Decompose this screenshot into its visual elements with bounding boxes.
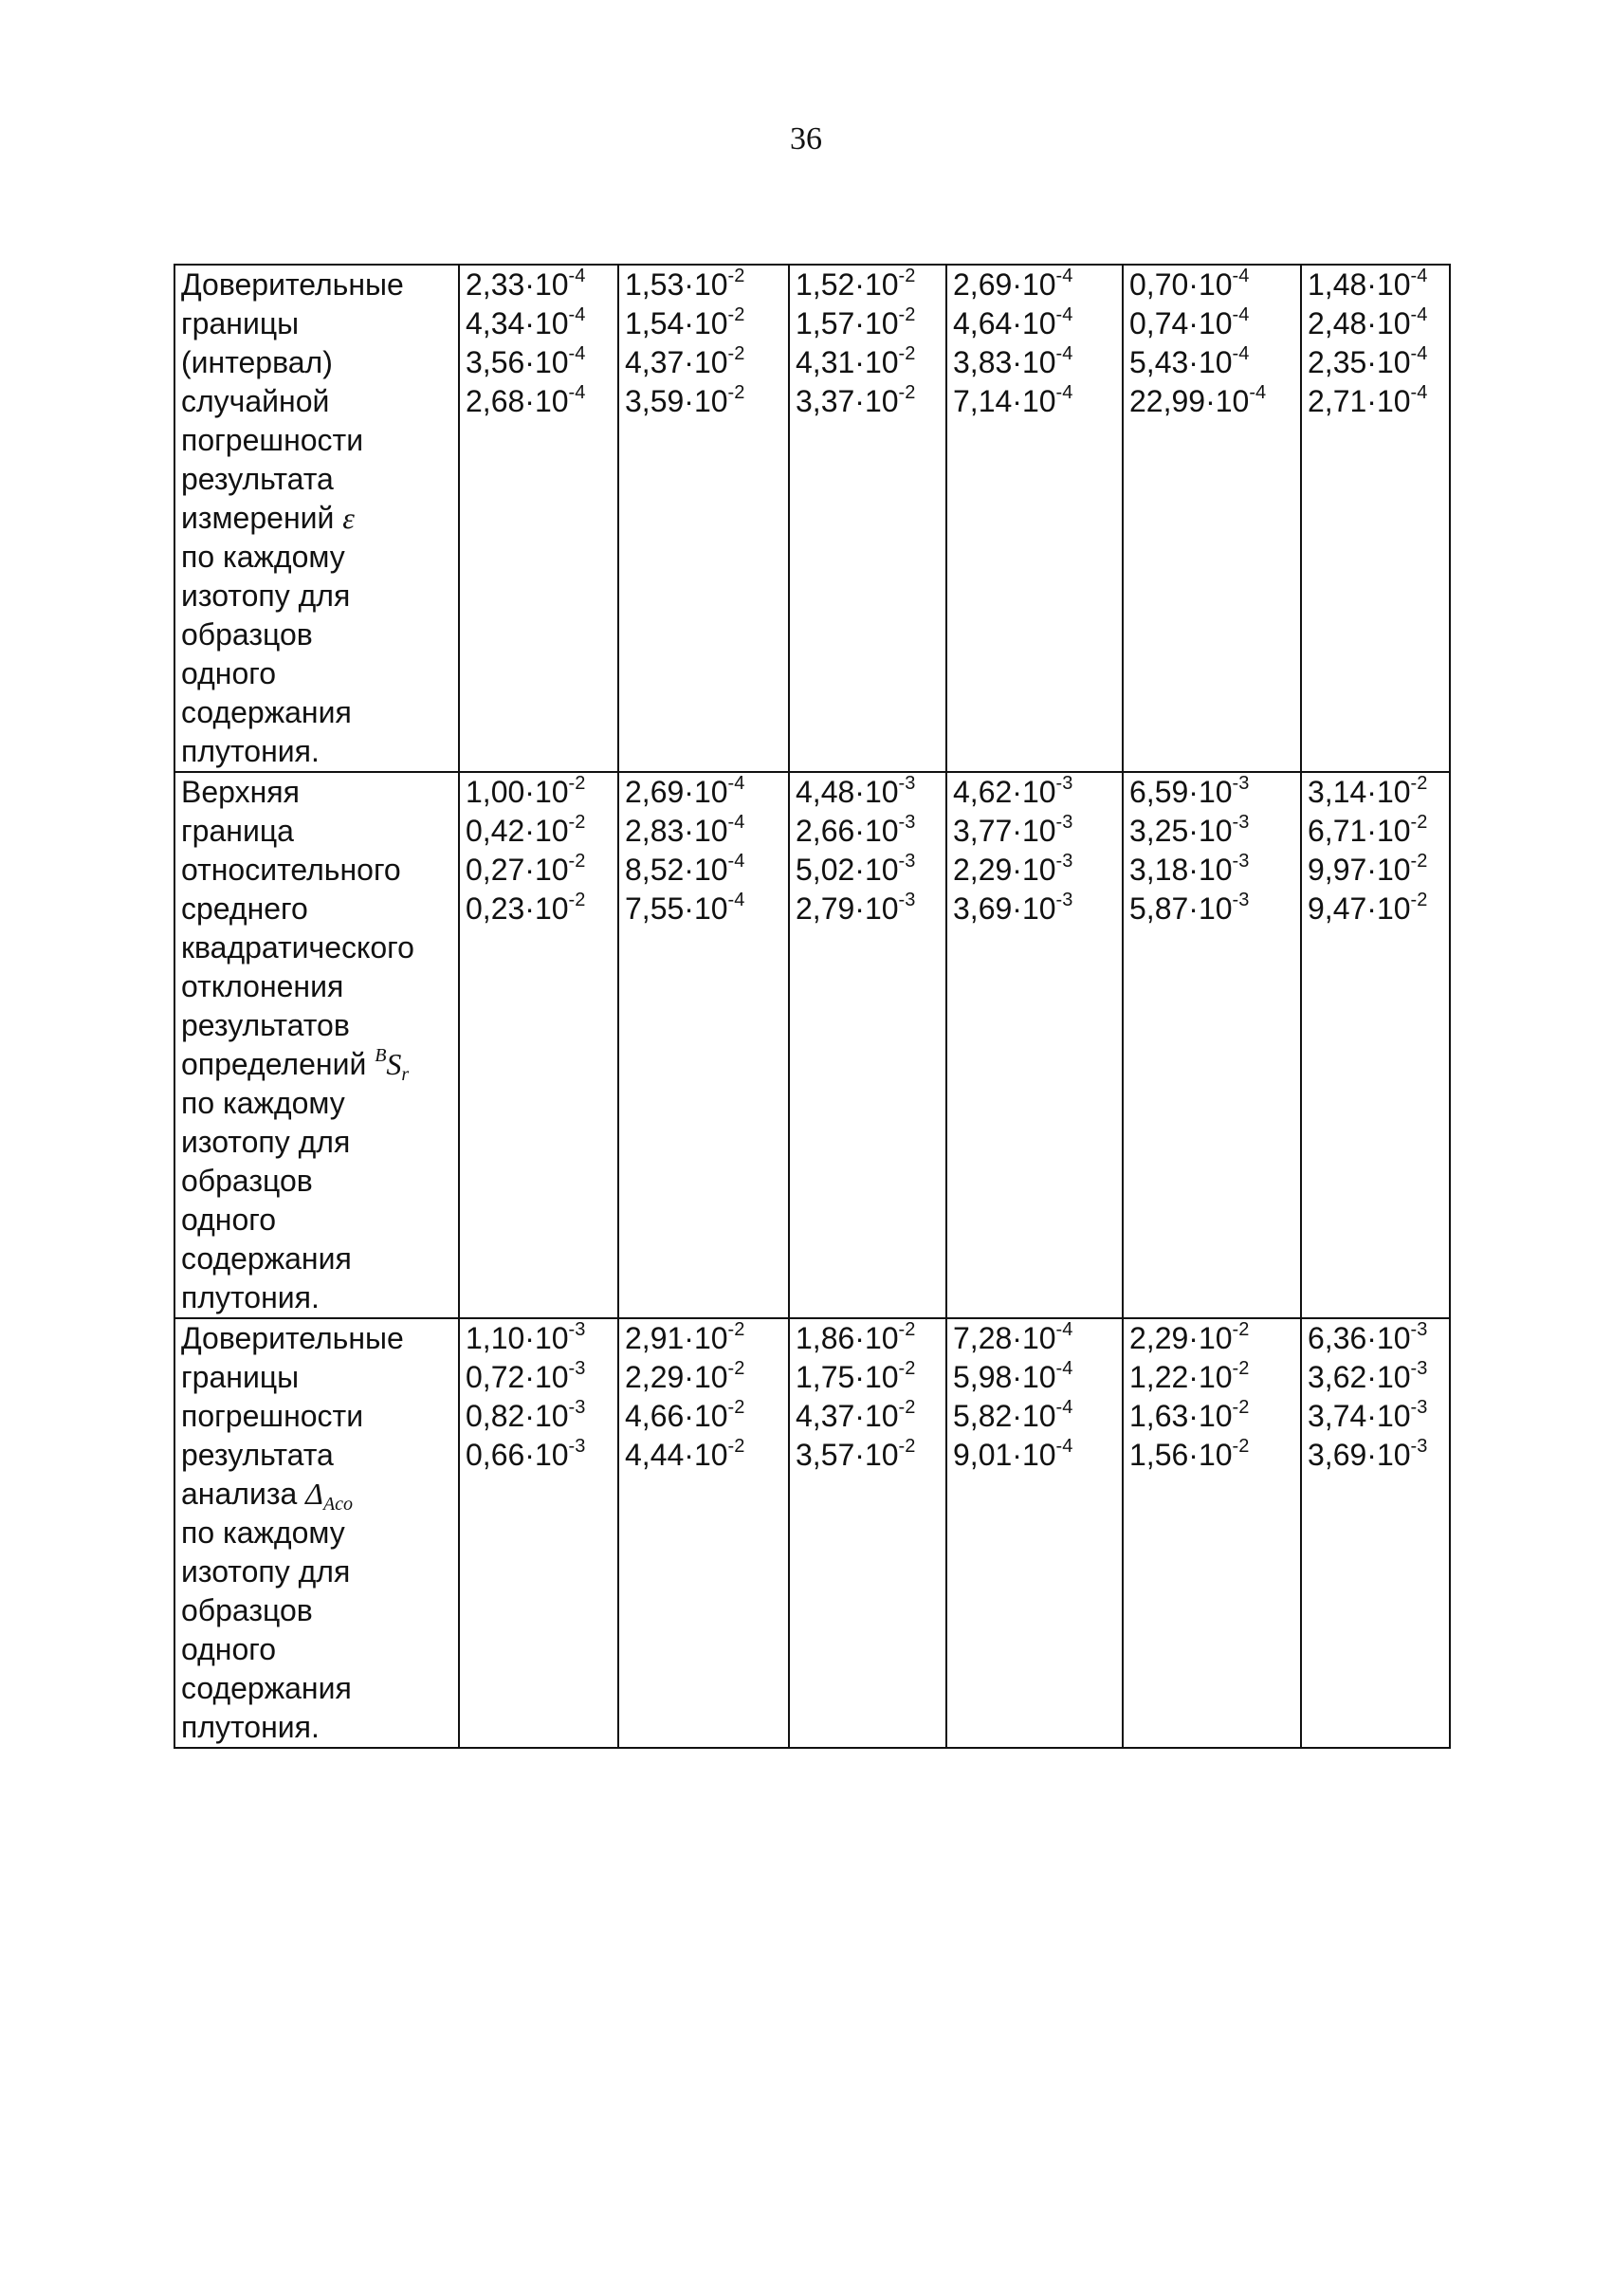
parameter-text-line: содержания	[181, 1671, 352, 1705]
value-entry	[625, 1397, 784, 1436]
value-exponent: -3	[1232, 773, 1250, 794]
value-exponent: -3	[1055, 851, 1073, 872]
parameter-text-line: граница	[181, 814, 294, 848]
value-mantissa: 2,29·10	[953, 853, 1056, 887]
value-mantissa: 3,56·10	[466, 345, 569, 379]
value-exponent: -3	[1410, 1397, 1428, 1418]
parameter-text: измерений	[181, 501, 343, 535]
value-mantissa: 1,52·10	[796, 267, 899, 302]
value-mantissa: 0,42·10	[466, 814, 569, 848]
value-mantissa: 2,33·10	[466, 267, 569, 302]
value-mantissa: 0,72·10	[466, 1360, 569, 1394]
value-exponent: -4	[568, 382, 586, 403]
value-mantissa: 4,64·10	[953, 306, 1056, 340]
value-entry	[796, 343, 942, 382]
value-mantissa: 3,69·10	[1308, 1438, 1411, 1472]
value-exponent: -3	[898, 773, 916, 794]
value-exponent: -3	[1410, 1319, 1428, 1340]
value-mantissa: 3,69·10	[953, 891, 1056, 926]
value-exponent: -4	[1055, 1319, 1073, 1340]
value-exponent: -3	[568, 1436, 586, 1457]
table-row	[174, 265, 1450, 772]
value-exponent: -2	[1232, 1436, 1250, 1457]
value-exponent: -2	[1410, 812, 1428, 833]
value-exponent: -2	[898, 304, 916, 325]
value-exponent: -3	[1232, 851, 1250, 872]
value-entry	[796, 1436, 942, 1475]
parameter-text-line: Верхняя	[181, 775, 300, 809]
value-mantissa: 1,00·10	[466, 775, 569, 809]
value-exponent: -4	[1055, 1397, 1073, 1418]
value-cell	[1301, 772, 1450, 1318]
value-mantissa: 3,18·10	[1129, 853, 1233, 887]
value-entry	[1308, 890, 1445, 928]
value-exponent: -3	[1232, 812, 1250, 833]
parameter-text-line: границы	[181, 306, 300, 340]
value-mantissa: 1,63·10	[1129, 1399, 1233, 1433]
value-mantissa: 7,14·10	[953, 384, 1056, 418]
parameter-text-line: одного	[181, 1203, 276, 1237]
value-mantissa: 2,48·10	[1308, 306, 1411, 340]
value-exponent: -2	[727, 1319, 745, 1340]
value-entry	[1308, 343, 1445, 382]
value-exponent: -2	[727, 1358, 745, 1379]
value-entry	[1129, 812, 1296, 851]
value-entry	[466, 812, 614, 851]
parameter-text-line: Доверительные	[181, 267, 404, 302]
parameter-text-line: образцов	[181, 1593, 313, 1627]
value-exponent: -3	[898, 851, 916, 872]
value-exponent: -2	[727, 266, 745, 286]
table-row	[174, 772, 1450, 1318]
value-mantissa: 0,74·10	[1129, 306, 1233, 340]
value-exponent: -4	[1055, 1358, 1073, 1379]
value-mantissa: 2,71·10	[1308, 384, 1411, 418]
value-cell	[789, 1318, 946, 1748]
value-entry	[796, 1358, 942, 1397]
value-mantissa: 2,83·10	[625, 814, 728, 848]
parameter-cell	[174, 1318, 459, 1748]
value-mantissa: 4,62·10	[953, 775, 1056, 809]
value-entry	[625, 304, 784, 343]
value-exponent: -2	[1410, 890, 1428, 910]
value-exponent: -2	[1232, 1397, 1250, 1418]
symbol-superscript: B	[375, 1045, 387, 1066]
value-entry	[796, 1319, 942, 1358]
value-exponent: -4	[568, 343, 586, 364]
value-cell	[459, 772, 618, 1318]
parameter-text-line: (интервал)	[181, 345, 333, 379]
value-entry	[796, 851, 942, 890]
parameter-text-line: результатов	[181, 1008, 350, 1042]
parameter-text-line: результата	[181, 462, 334, 496]
value-mantissa: 4,37·10	[625, 345, 728, 379]
value-entry	[796, 266, 942, 304]
value-mantissa: 4,34·10	[466, 306, 569, 340]
parameter-cell	[174, 265, 459, 772]
value-mantissa: 1,54·10	[625, 306, 728, 340]
value-cell	[1123, 1318, 1301, 1748]
value-exponent: -2	[898, 1436, 916, 1457]
value-entry	[953, 773, 1118, 812]
value-exponent: -2	[898, 1319, 916, 1340]
value-entry	[625, 890, 784, 928]
value-exponent: -4	[568, 304, 586, 325]
value-mantissa: 2,91·10	[625, 1321, 728, 1355]
symbol-subscript: r	[401, 1064, 410, 1085]
value-entry	[466, 890, 614, 928]
value-mantissa: 3,77·10	[953, 814, 1056, 848]
value-entry	[1129, 304, 1296, 343]
value-exponent: -4	[1055, 304, 1073, 325]
value-entry	[466, 304, 614, 343]
value-exponent: -3	[898, 890, 916, 910]
parameter-text-line: погрешности	[181, 1399, 364, 1433]
parameter-symbol	[305, 1477, 354, 1515]
value-entry	[1129, 773, 1296, 812]
value-entry	[796, 812, 942, 851]
value-mantissa: 22,99·10	[1129, 384, 1250, 418]
parameter-text-line: образцов	[181, 1164, 313, 1198]
value-cell	[789, 772, 946, 1318]
value-exponent: -4	[1055, 382, 1073, 403]
results-table	[174, 264, 1451, 1749]
value-mantissa: 3,83·10	[953, 345, 1056, 379]
value-entry	[1129, 890, 1296, 928]
value-cell	[946, 265, 1123, 772]
parameter-text: определений	[181, 1047, 376, 1081]
symbol-base: ε	[342, 501, 355, 535]
value-mantissa: 0,27·10	[466, 853, 569, 887]
parameter-text-line: среднего	[181, 891, 308, 926]
value-entry	[466, 1436, 614, 1475]
value-entry	[466, 1358, 614, 1397]
value-mantissa: 2,69·10	[953, 267, 1056, 302]
value-exponent: -4	[727, 812, 745, 833]
value-exponent: -4	[1410, 304, 1428, 325]
page-number: 36	[790, 121, 822, 156]
value-entry	[796, 890, 942, 928]
parameter-text-line: плутония.	[181, 1280, 320, 1314]
value-entry	[796, 304, 942, 343]
parameter-text-line: образцов	[181, 617, 313, 652]
value-entry	[625, 1436, 784, 1475]
value-cell	[1301, 265, 1450, 772]
value-entry	[625, 1319, 784, 1358]
parameter-text-line: границы	[181, 1360, 300, 1394]
value-exponent: -2	[727, 304, 745, 325]
value-exponent: -4	[1232, 343, 1250, 364]
value-entry	[953, 1436, 1118, 1475]
value-cell	[459, 265, 618, 772]
value-entry	[953, 851, 1118, 890]
value-mantissa: 2,68·10	[466, 384, 569, 418]
value-mantissa: 3,57·10	[796, 1438, 899, 1472]
value-cell	[946, 1318, 1123, 1748]
value-mantissa: 4,31·10	[796, 345, 899, 379]
value-entry	[1308, 266, 1445, 304]
value-exponent: -4	[1232, 304, 1250, 325]
parameter-text-line: одного	[181, 656, 276, 690]
parameter-text-line: Доверительные	[181, 1321, 404, 1355]
value-mantissa: 1,75·10	[796, 1360, 899, 1394]
value-exponent: -2	[568, 773, 586, 794]
value-entry	[625, 812, 784, 851]
value-exponent: -2	[898, 266, 916, 286]
value-mantissa: 0,70·10	[1129, 267, 1233, 302]
value-entry	[1308, 1397, 1445, 1436]
value-entry	[1308, 1436, 1445, 1475]
parameter-text-line: относительного	[181, 853, 401, 887]
value-mantissa: 1,86·10	[796, 1321, 899, 1355]
parameter-text-line: изотопу для	[181, 579, 351, 613]
value-mantissa: 2,66·10	[796, 814, 899, 848]
parameter-text-line: содержания	[181, 1241, 352, 1276]
value-entry	[1308, 304, 1445, 343]
value-mantissa: 5,82·10	[953, 1399, 1056, 1433]
value-entry	[1129, 1397, 1296, 1436]
value-mantissa: 5,87·10	[1129, 891, 1233, 926]
parameter-text-line: квадратического	[181, 930, 414, 964]
value-exponent: -4	[1410, 266, 1428, 286]
value-cell	[1301, 1318, 1450, 1748]
value-mantissa: 1,56·10	[1129, 1438, 1233, 1472]
value-mantissa: 3,59·10	[625, 384, 728, 418]
parameter-symbol	[375, 1045, 410, 1085]
value-exponent: -2	[568, 812, 586, 833]
value-exponent: -4	[1055, 1436, 1073, 1457]
value-exponent: -4	[1055, 266, 1073, 286]
value-mantissa: 6,36·10	[1308, 1321, 1411, 1355]
value-mantissa: 3,62·10	[1308, 1360, 1411, 1394]
value-exponent: -2	[568, 851, 586, 872]
value-exponent: -3	[1410, 1436, 1428, 1457]
value-entry	[953, 304, 1118, 343]
parameter-text-line: плутония.	[181, 734, 320, 768]
value-entry	[953, 382, 1118, 421]
parameter-text-line: плутония.	[181, 1710, 320, 1744]
value-entry	[1129, 1319, 1296, 1358]
parameter-text-line: по каждому	[181, 1515, 345, 1550]
value-mantissa: 3,14·10	[1308, 775, 1411, 809]
parameter-text-line: случайной	[181, 384, 330, 418]
value-entry	[796, 382, 942, 421]
parameter-text-line: изотопу для	[181, 1125, 351, 1159]
value-exponent: -4	[1410, 343, 1428, 364]
value-mantissa: 0,82·10	[466, 1399, 569, 1433]
value-exponent: -2	[1410, 773, 1428, 794]
symbol-base: S	[386, 1047, 402, 1081]
value-entry	[1308, 382, 1445, 421]
value-entry	[625, 266, 784, 304]
symbol-base: Δ	[305, 1477, 323, 1511]
value-mantissa: 8,52·10	[625, 853, 728, 887]
value-exponent: -2	[898, 1358, 916, 1379]
value-mantissa: 7,55·10	[625, 891, 728, 926]
value-exponent: -2	[727, 382, 745, 403]
value-exponent: -2	[727, 343, 745, 364]
value-entry	[796, 773, 942, 812]
value-entry	[953, 1358, 1118, 1397]
value-exponent: -4	[1232, 266, 1250, 286]
parameter-text: анализа	[181, 1477, 306, 1511]
value-mantissa: 9,97·10	[1308, 853, 1411, 887]
value-mantissa: 2,35·10	[1308, 345, 1411, 379]
value-entry	[466, 1319, 614, 1358]
value-cell	[459, 1318, 618, 1748]
value-entry	[953, 266, 1118, 304]
value-cell	[1123, 265, 1301, 772]
table-row	[174, 1318, 1450, 1748]
value-entry	[953, 890, 1118, 928]
value-cell	[618, 772, 789, 1318]
value-entry	[1308, 773, 1445, 812]
value-entry	[1129, 266, 1296, 304]
value-exponent: -3	[1055, 773, 1073, 794]
value-exponent: -2	[898, 382, 916, 403]
value-entry	[1308, 851, 1445, 890]
value-exponent: -2	[898, 343, 916, 364]
value-mantissa: 5,98·10	[953, 1360, 1056, 1394]
parameter-text-line: отклонения	[181, 969, 344, 1003]
value-exponent: -3	[1055, 890, 1073, 910]
value-mantissa: 4,48·10	[796, 775, 899, 809]
parameter-symbol-line	[181, 499, 454, 538]
parameter-symbol-line	[181, 1045, 454, 1084]
value-exponent: -2	[568, 890, 586, 910]
value-entry	[466, 851, 614, 890]
value-exponent: -4	[1410, 382, 1428, 403]
value-mantissa: 7,28·10	[953, 1321, 1056, 1355]
parameter-symbol	[342, 501, 355, 535]
value-exponent: -2	[898, 1397, 916, 1418]
value-exponent: -3	[568, 1358, 586, 1379]
value-exponent: -4	[727, 773, 745, 794]
parameter-text-line: содержания	[181, 695, 352, 729]
parameter-text-line: погрешности	[181, 423, 364, 457]
value-mantissa: 1,22·10	[1129, 1360, 1233, 1394]
value-entry	[796, 1397, 942, 1436]
value-exponent: -3	[568, 1397, 586, 1418]
value-mantissa: 0,23·10	[466, 891, 569, 926]
value-exponent: -4	[568, 266, 586, 286]
value-mantissa: 1,57·10	[796, 306, 899, 340]
value-mantissa: 4,66·10	[625, 1399, 728, 1433]
value-cell	[946, 772, 1123, 1318]
value-mantissa: 1,10·10	[466, 1321, 569, 1355]
value-entry	[466, 382, 614, 421]
value-entry	[625, 382, 784, 421]
value-entry	[1129, 382, 1296, 421]
value-entry	[1308, 812, 1445, 851]
parameter-cell	[174, 772, 459, 1318]
value-entry	[625, 851, 784, 890]
value-exponent: -2	[1410, 851, 1428, 872]
value-mantissa: 2,29·10	[625, 1360, 728, 1394]
value-entry	[1308, 1358, 1445, 1397]
value-exponent: -4	[1249, 382, 1267, 403]
value-mantissa: 3,74·10	[1308, 1399, 1411, 1433]
value-exponent: -4	[1055, 343, 1073, 364]
value-mantissa: 1,48·10	[1308, 267, 1411, 302]
value-entry	[466, 266, 614, 304]
value-exponent: -3	[1055, 812, 1073, 833]
value-entry	[625, 1358, 784, 1397]
value-entry	[1308, 1319, 1445, 1358]
value-cell	[618, 1318, 789, 1748]
value-entry	[953, 1319, 1118, 1358]
value-mantissa: 4,37·10	[796, 1399, 899, 1433]
value-exponent: -4	[727, 890, 745, 910]
value-exponent: -2	[1232, 1319, 1250, 1340]
value-entry	[466, 773, 614, 812]
value-cell	[1123, 772, 1301, 1318]
value-entry	[1129, 1436, 1296, 1475]
value-exponent: -3	[1232, 890, 1250, 910]
value-entry	[1129, 343, 1296, 382]
value-entry	[1129, 1358, 1296, 1397]
value-mantissa: 9,47·10	[1308, 891, 1411, 926]
parameter-text-line: по каждому	[181, 1086, 345, 1120]
value-exponent: -3	[898, 812, 916, 833]
value-mantissa: 2,29·10	[1129, 1321, 1233, 1355]
value-cell	[618, 265, 789, 772]
parameter-text-line: результата	[181, 1438, 334, 1472]
value-mantissa: 3,37·10	[796, 384, 899, 418]
value-entry	[953, 1397, 1118, 1436]
value-entry	[953, 343, 1118, 382]
parameter-text-line: по каждому	[181, 540, 345, 574]
value-mantissa: 5,02·10	[796, 853, 899, 887]
value-entry	[466, 343, 614, 382]
value-mantissa: 5,43·10	[1129, 345, 1233, 379]
parameter-text-line: изотопу для	[181, 1554, 351, 1589]
value-mantissa: 6,71·10	[1308, 814, 1411, 848]
table-body	[174, 265, 1450, 1748]
parameter-symbol-line	[181, 1475, 454, 1514]
value-mantissa: 1,53·10	[625, 267, 728, 302]
value-exponent: -2	[1232, 1358, 1250, 1379]
value-entry	[953, 812, 1118, 851]
parameter-text-line: одного	[181, 1632, 276, 1666]
value-exponent: -3	[568, 1319, 586, 1340]
value-mantissa: 2,69·10	[625, 775, 728, 809]
value-exponent: -3	[1410, 1358, 1428, 1379]
value-mantissa: 0,66·10	[466, 1438, 569, 1472]
value-mantissa: 2,79·10	[796, 891, 899, 926]
value-mantissa: 6,59·10	[1129, 775, 1233, 809]
value-exponent: -2	[727, 1397, 745, 1418]
value-cell	[789, 265, 946, 772]
value-entry	[466, 1397, 614, 1436]
value-exponent: -2	[727, 1436, 745, 1457]
value-entry	[625, 343, 784, 382]
value-mantissa: 9,01·10	[953, 1438, 1056, 1472]
value-entry	[625, 773, 784, 812]
value-exponent: -4	[727, 851, 745, 872]
value-mantissa: 3,25·10	[1129, 814, 1233, 848]
symbol-subscript: Aco	[322, 1494, 354, 1515]
value-entry	[1129, 851, 1296, 890]
value-mantissa: 4,44·10	[625, 1438, 728, 1472]
